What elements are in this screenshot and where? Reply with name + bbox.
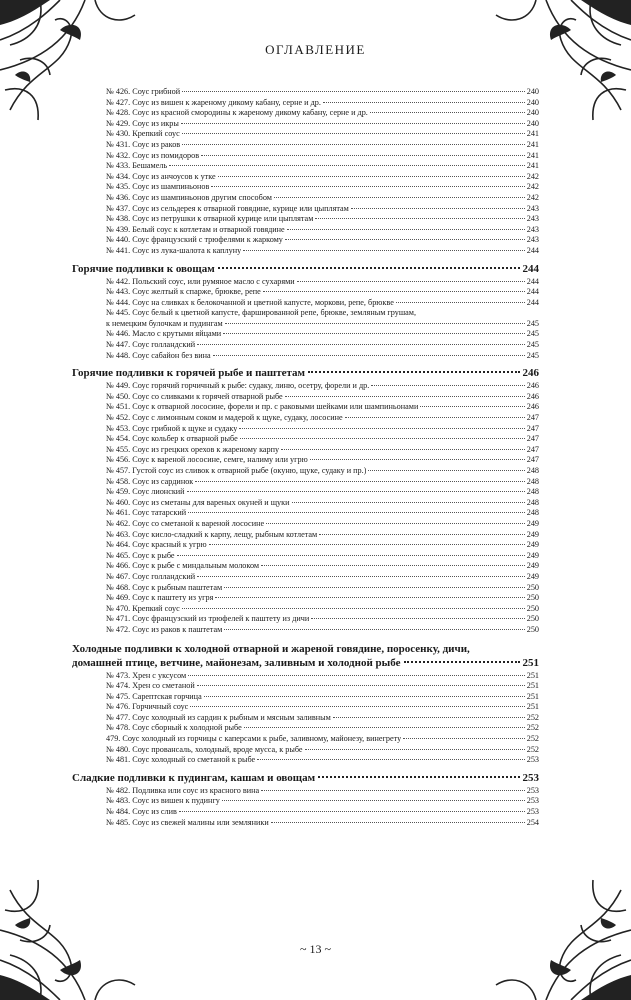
dot-leader bbox=[257, 759, 525, 760]
dot-leader bbox=[368, 470, 524, 471]
dot-leader bbox=[204, 696, 525, 697]
section-heading[interactable] bbox=[72, 366, 539, 380]
entry-title: № 440. Соус французский с трюфелями к жаркому bbox=[106, 235, 283, 245]
entry-title: № 432. Соус из помидоров bbox=[106, 150, 200, 160]
entry-title: № 455. Соус из грецких орехов к жареному карпу bbox=[106, 444, 280, 454]
entry-title: № 436. Соус из шампиньонов другим способом bbox=[106, 192, 272, 202]
toc-entry[interactable] bbox=[72, 298, 539, 309]
entry-page: 242 bbox=[526, 192, 539, 202]
entry-page: 251 bbox=[526, 681, 539, 691]
entry-page: 243 bbox=[526, 224, 539, 234]
dot-leader bbox=[209, 544, 525, 545]
entry-title: № 470. Крепкий соус bbox=[106, 603, 180, 613]
toc-entry[interactable] bbox=[72, 151, 539, 162]
dot-leader bbox=[213, 355, 525, 356]
toc-entry[interactable] bbox=[72, 277, 539, 288]
dot-leader bbox=[266, 523, 525, 524]
entry-page: 245 bbox=[526, 318, 539, 328]
dot-leader bbox=[271, 822, 525, 823]
entry-title: № 456. Соус к вареной лососине, семге, налиму или угрю bbox=[106, 455, 308, 465]
entry-title: № 457. Густой соус из сливок к отварной рыбе (окуню, щуке, судаку и пр.) bbox=[106, 466, 367, 475]
toc-entry[interactable] bbox=[72, 235, 539, 246]
toc-entry[interactable] bbox=[72, 530, 539, 541]
dot-leader bbox=[240, 438, 525, 439]
dot-leader bbox=[218, 267, 520, 269]
dot-leader bbox=[274, 197, 525, 198]
dot-leader bbox=[287, 229, 525, 230]
dot-leader bbox=[285, 396, 525, 397]
entry-title: № 477. Соус холодный из сардин к рыбным и мясным заливным bbox=[106, 712, 331, 722]
entry-page: 247 bbox=[526, 434, 539, 444]
entry-title: № 464. Соус красный к угрю bbox=[106, 540, 207, 550]
entry-page: 252 bbox=[526, 712, 539, 722]
toc-entry[interactable] bbox=[72, 308, 539, 319]
entry-page: 240 bbox=[526, 87, 539, 96]
entry-page: 248 bbox=[526, 508, 539, 518]
entry-title: № 430. Крепкий соус bbox=[106, 129, 180, 139]
section-page: 244 bbox=[522, 262, 539, 275]
page-header: ОГЛАВЛЕНИЕ bbox=[265, 42, 366, 57]
entry-page: 245 bbox=[526, 350, 539, 360]
dot-leader bbox=[187, 491, 525, 492]
toc-entry[interactable] bbox=[72, 424, 539, 435]
entry-page: 250 bbox=[526, 614, 539, 624]
dot-leader bbox=[311, 618, 524, 619]
toc-entry[interactable] bbox=[72, 204, 539, 215]
dot-leader bbox=[261, 790, 525, 791]
toc-entry[interactable] bbox=[72, 402, 539, 413]
toc-entry[interactable] bbox=[72, 786, 539, 797]
entry-page: 241 bbox=[526, 139, 539, 149]
toc-entry[interactable] bbox=[72, 572, 539, 583]
entry-page: 249 bbox=[526, 540, 539, 550]
entry-page: 246 bbox=[526, 391, 539, 401]
entry-title: № 460. Соус из сметаны для вареных окуней и щуки bbox=[106, 497, 290, 507]
dot-leader bbox=[370, 112, 525, 113]
dot-leader bbox=[190, 706, 524, 707]
toc-entry[interactable] bbox=[72, 519, 539, 530]
toc-entry[interactable] bbox=[72, 392, 539, 403]
section-title: Сладкие подливки к пудингам, кашам и овощам bbox=[72, 771, 316, 784]
entry-title: № 449. Соус горячий горчичный к рыбе: судаку, линю, осетру, форели и др. bbox=[106, 381, 370, 391]
dot-leader bbox=[333, 717, 525, 718]
dot-leader bbox=[197, 576, 525, 577]
dot-leader bbox=[195, 481, 524, 482]
entry-page: 250 bbox=[526, 582, 539, 592]
entry-page: 244 bbox=[526, 245, 539, 255]
entry-title: № 431. Соус из раков bbox=[106, 139, 181, 149]
toc-entry[interactable] bbox=[72, 593, 539, 604]
page-number: ~ 13 ~ bbox=[300, 942, 331, 956]
entry-page: 248 bbox=[526, 497, 539, 507]
entry-page: 248 bbox=[526, 476, 539, 486]
toc-entry[interactable] bbox=[72, 129, 539, 140]
entry-title: № 435. Соус из шампиньонов bbox=[106, 182, 210, 192]
toc-entry[interactable] bbox=[72, 381, 539, 392]
toc-entry[interactable] bbox=[72, 193, 539, 204]
entry-page: 246 bbox=[526, 381, 539, 391]
entry-title: № 429. Соус из икры bbox=[106, 118, 179, 128]
entry-title: № 433. Бешамель bbox=[106, 161, 168, 171]
toc-entry[interactable] bbox=[72, 445, 539, 456]
dot-leader bbox=[188, 512, 525, 513]
toc-entry[interactable] bbox=[72, 671, 539, 682]
dot-leader bbox=[318, 776, 519, 778]
entry-page: 252 bbox=[526, 734, 539, 744]
dot-leader bbox=[308, 371, 519, 373]
entry-page: 241 bbox=[526, 129, 539, 139]
toc-entry[interactable] bbox=[72, 487, 539, 498]
dot-leader bbox=[285, 239, 525, 240]
toc-entry[interactable] bbox=[72, 702, 539, 713]
entry-page: 240 bbox=[526, 108, 539, 118]
entry-title: № 475. Сарептская горчица bbox=[106, 691, 202, 701]
dot-leader bbox=[315, 218, 524, 219]
dot-leader bbox=[223, 333, 525, 334]
entry-page: 252 bbox=[526, 723, 539, 733]
dot-leader bbox=[319, 534, 525, 535]
dot-leader bbox=[218, 176, 525, 177]
entry-title: № 437. Соус из сельдерея к отварной говядине, курице или цыплятам bbox=[106, 203, 349, 213]
entry-page: 244 bbox=[526, 297, 539, 307]
entry-title: 479. Соус холодный из горчицы с каперсами к рыбе, заливному, майонезу, винегрету bbox=[106, 734, 402, 744]
entry-title: № 484. Соус из слив bbox=[106, 807, 177, 817]
toc-entry[interactable] bbox=[72, 246, 539, 257]
entry-title: № 458. Соус из сардинок bbox=[106, 476, 194, 486]
entry-title: № 454. Соус кольбер к отварной рыбе bbox=[106, 434, 238, 444]
toc-entry[interactable] bbox=[72, 140, 539, 151]
entry-title: № 473. Хрен с уксусом bbox=[106, 670, 187, 680]
toc-entry[interactable] bbox=[72, 692, 539, 703]
entry-page: 250 bbox=[526, 593, 539, 603]
toc-entry[interactable] bbox=[72, 796, 539, 807]
toc-entry[interactable] bbox=[72, 434, 539, 445]
entry-page: 242 bbox=[526, 182, 539, 192]
toc-entry[interactable] bbox=[72, 583, 539, 594]
entry-page: 247 bbox=[526, 455, 539, 465]
dot-leader bbox=[182, 91, 525, 92]
entry-title: № 443. Соус желтый к спарже, брюкве, репе bbox=[106, 287, 261, 297]
toc-entry[interactable] bbox=[72, 98, 539, 109]
entry-title: № 466. Соус к рыбе с миндальным молоком bbox=[106, 561, 260, 571]
entry-title: № 434. Соус из анчоусов к утке bbox=[106, 171, 216, 181]
toc-entry[interactable] bbox=[72, 172, 539, 183]
entry-title: № 481. Соус холодный со сметаной к рыбе bbox=[106, 755, 256, 765]
dot-leader bbox=[404, 661, 520, 663]
entry-page: 245 bbox=[526, 340, 539, 350]
entry-title: № 465. Соус к рыбе bbox=[106, 550, 175, 560]
toc-entry[interactable] bbox=[72, 351, 539, 362]
entry-title: № 469. Соус к паштету из угря bbox=[106, 593, 214, 603]
entry-title: № 478. Соус сборный к холодной рыбе bbox=[106, 723, 242, 733]
toc-entry[interactable] bbox=[72, 214, 539, 225]
toc-entry[interactable] bbox=[72, 551, 539, 562]
entry-title: № 471. Соус французский из трюфелей к паштету из дичи bbox=[106, 614, 310, 624]
toc-entry[interactable] bbox=[72, 161, 539, 172]
dot-leader bbox=[182, 608, 525, 609]
entry-page: 251 bbox=[526, 670, 539, 680]
section-heading[interactable] bbox=[72, 262, 539, 276]
entry-page: 249 bbox=[526, 571, 539, 581]
entry-title: № 485. Соус из свежей малины или земляники bbox=[106, 817, 269, 827]
toc-entry[interactable] bbox=[72, 540, 539, 551]
entry-title: № 467. Соус голландский bbox=[106, 571, 196, 581]
toc-entry[interactable] bbox=[72, 625, 539, 636]
entry-title: № 476. Горчичный соус bbox=[106, 702, 189, 712]
entry-page: 250 bbox=[526, 624, 539, 634]
dot-leader bbox=[297, 281, 525, 282]
toc-entry[interactable] bbox=[72, 340, 539, 351]
dot-leader bbox=[261, 565, 525, 566]
dot-leader bbox=[239, 428, 524, 429]
entry-title: № 442. Польский соус, или румяное масло с сухарями bbox=[106, 276, 295, 286]
entry-title: № 451. Соус к отварной лососине, форели и пр. с раковыми шейками или шампиньонами bbox=[106, 402, 419, 412]
entry-page: 241 bbox=[526, 150, 539, 160]
toc-entry[interactable] bbox=[72, 119, 539, 130]
dot-leader bbox=[305, 749, 525, 750]
section-title: Горячие подливки к овощам bbox=[72, 262, 215, 275]
toc-entry[interactable] bbox=[72, 614, 539, 625]
entry-title: № 459. Соус лионский bbox=[106, 487, 185, 497]
entry-title: № 438. Соус из петрушки к отварной курице или цыплятам bbox=[106, 214, 314, 224]
entry-title: № 450. Соус со сливками к горячей отварной рыбе bbox=[106, 391, 283, 401]
dot-leader bbox=[224, 587, 525, 588]
entry-page: 245 bbox=[526, 329, 539, 339]
entry-page: 254 bbox=[526, 817, 539, 827]
dot-leader bbox=[211, 186, 524, 187]
entry-title: № 482. Подливка или соус из красного вина bbox=[106, 785, 260, 795]
section-page: 246 bbox=[522, 367, 539, 380]
dot-leader bbox=[201, 155, 525, 156]
dot-leader bbox=[420, 406, 524, 407]
toc-entry[interactable] bbox=[72, 807, 539, 818]
dot-leader bbox=[181, 123, 525, 124]
section-heading-line bbox=[72, 642, 539, 656]
toc-entry[interactable] bbox=[72, 466, 539, 477]
entry-page: 244 bbox=[526, 287, 539, 297]
section-title: Холодные подливки к холодной отварной и жареной говядине, поросенку, дичи, bbox=[72, 642, 470, 655]
entry-page: 253 bbox=[526, 755, 539, 765]
toc-entry[interactable] bbox=[72, 734, 539, 745]
dot-leader bbox=[179, 811, 525, 812]
corner-ornament-bottom-left bbox=[0, 850, 150, 1000]
entry-page: 253 bbox=[526, 807, 539, 817]
dot-leader bbox=[396, 302, 525, 303]
table-of-contents bbox=[72, 87, 539, 828]
entry-title: № 453. Соус грибной к щуке и судаку bbox=[106, 423, 238, 433]
entry-title: № 439. Белый соус к котлетам и отварной говядине bbox=[106, 224, 285, 234]
toc-entry[interactable] bbox=[72, 755, 539, 766]
dot-leader bbox=[403, 738, 525, 739]
dot-leader bbox=[215, 597, 524, 598]
toc-entry[interactable] bbox=[72, 561, 539, 572]
section-page: 251 bbox=[522, 656, 539, 669]
section-page: 253 bbox=[522, 771, 539, 784]
corner-ornament-bottom-right bbox=[481, 850, 631, 1000]
entry-title: № 461. Соус татарский bbox=[106, 508, 187, 518]
entry-title: № 483. Соус из вишен к пудингу bbox=[106, 796, 220, 806]
entry-page: 243 bbox=[526, 214, 539, 224]
toc-entry[interactable] bbox=[72, 498, 539, 509]
section-title: Горячие подливки к горячей рыбе и паштетам bbox=[72, 367, 306, 380]
toc-entry[interactable] bbox=[72, 225, 539, 236]
dot-leader bbox=[345, 417, 525, 418]
toc-entry[interactable] bbox=[72, 508, 539, 519]
entry-title: № 452. Соус с лимонным соком и мадерой к щуке, судаку, лососине bbox=[106, 413, 343, 423]
section-title-cont: домашней птице, ветчине, майонезам, заливным и холодной рыбе bbox=[72, 656, 401, 669]
entry-page: 251 bbox=[526, 691, 539, 701]
toc-entry[interactable] bbox=[72, 713, 539, 724]
entry-page: 244 bbox=[526, 276, 539, 286]
entry-page: 250 bbox=[526, 603, 539, 613]
dot-leader bbox=[222, 800, 525, 801]
dot-leader bbox=[243, 250, 525, 251]
entry-title: № 444. Соус на сливках к белокочанной и цветной капусте, моркови, репе, брюкве bbox=[106, 297, 394, 307]
toc-entry[interactable] bbox=[72, 818, 539, 829]
dot-leader bbox=[371, 385, 524, 386]
dot-leader bbox=[197, 685, 525, 686]
entry-title: № 446. Масло с крутыми яйцами bbox=[106, 329, 222, 339]
toc-entry[interactable] bbox=[72, 287, 539, 298]
toc-entry[interactable] bbox=[72, 455, 539, 466]
entry-page: 249 bbox=[526, 561, 539, 571]
toc-entry[interactable] bbox=[72, 329, 539, 340]
entry-title: № 445. Соус белый к цветной капусте, фаршированной репе, брюкве, земляным грушам, bbox=[106, 308, 417, 318]
dot-leader bbox=[188, 675, 524, 676]
entry-page: 240 bbox=[526, 118, 539, 128]
entry-title: № 468. Соус к рыбным паштетам bbox=[106, 582, 223, 592]
entry-title: № 428. Соус из красной смородины к жареному дикому кабану, серне и др. bbox=[106, 108, 368, 118]
dot-leader bbox=[351, 208, 525, 209]
entry-page: 248 bbox=[526, 487, 539, 497]
dot-leader bbox=[182, 133, 525, 134]
entry-page: 253 bbox=[526, 785, 539, 795]
dot-leader bbox=[292, 502, 525, 503]
toc-entry[interactable] bbox=[72, 182, 539, 193]
entry-page: 249 bbox=[526, 550, 539, 560]
entry-page: 249 bbox=[526, 518, 539, 528]
entry-page: 249 bbox=[526, 529, 539, 539]
entry-title: № 480. Соус провансаль, холодный, вроде мусса, к рыбе bbox=[106, 744, 303, 754]
entry-page: 243 bbox=[526, 203, 539, 213]
entry-title: № 463. Соус кисло-сладкий к карпу, лещу, рыбным котлетам bbox=[106, 529, 318, 539]
section-heading[interactable] bbox=[72, 642, 539, 670]
dot-leader bbox=[244, 727, 525, 728]
toc-entry[interactable] bbox=[72, 87, 539, 98]
entry-page: 252 bbox=[526, 744, 539, 754]
entry-title: № 441. Соус из лука-шалота к каплуну bbox=[106, 245, 242, 255]
dot-leader bbox=[310, 459, 525, 460]
entry-page: 247 bbox=[526, 423, 539, 433]
toc-entry[interactable] bbox=[72, 723, 539, 734]
dot-leader bbox=[263, 291, 525, 292]
entry-page: 242 bbox=[526, 171, 539, 181]
toc-entry[interactable] bbox=[72, 681, 539, 692]
entry-title: № 472. Соус из раков к паштетам bbox=[106, 624, 223, 634]
entry-title: № 448. Соус сабайон без вина bbox=[106, 350, 211, 360]
section-heading-line bbox=[72, 656, 539, 670]
entry-title: № 474. Хрен со сметаной bbox=[106, 681, 195, 691]
dot-leader bbox=[169, 165, 525, 166]
entry-page: 243 bbox=[526, 235, 539, 245]
dot-leader bbox=[224, 629, 524, 630]
dot-leader bbox=[281, 449, 525, 450]
entry-page: 246 bbox=[526, 402, 539, 412]
toc-entry[interactable] bbox=[72, 413, 539, 424]
section-heading[interactable] bbox=[72, 771, 539, 785]
toc-entry[interactable] bbox=[72, 477, 539, 488]
entry-page: 253 bbox=[526, 796, 539, 806]
entry-page: 247 bbox=[526, 413, 539, 423]
toc-entry[interactable] bbox=[72, 604, 539, 615]
entry-title: № 426. Соус грибной bbox=[106, 87, 181, 96]
entry-title-cont: к немецким булочкам и пудингам bbox=[106, 318, 223, 328]
toc-entry[interactable] bbox=[72, 745, 539, 756]
toc-entry-continuation bbox=[72, 319, 539, 330]
entry-page: 248 bbox=[526, 466, 539, 475]
toc-entry[interactable] bbox=[72, 108, 539, 119]
dot-leader bbox=[177, 555, 525, 556]
entry-page: 240 bbox=[526, 97, 539, 107]
entry-page: 251 bbox=[526, 702, 539, 712]
dot-leader bbox=[225, 323, 525, 324]
entry-page: 247 bbox=[526, 444, 539, 454]
dot-leader bbox=[323, 102, 525, 103]
dot-leader bbox=[182, 144, 525, 145]
entry-page: 241 bbox=[526, 161, 539, 171]
entry-title: № 427. Соус из вишен к жареному дикому кабану, серне и др. bbox=[106, 97, 321, 107]
entry-title: № 447. Соус голландский bbox=[106, 340, 196, 350]
dot-leader bbox=[197, 344, 525, 345]
entry-title: № 462. Соус со сметаной к вареной лососине bbox=[106, 518, 265, 528]
